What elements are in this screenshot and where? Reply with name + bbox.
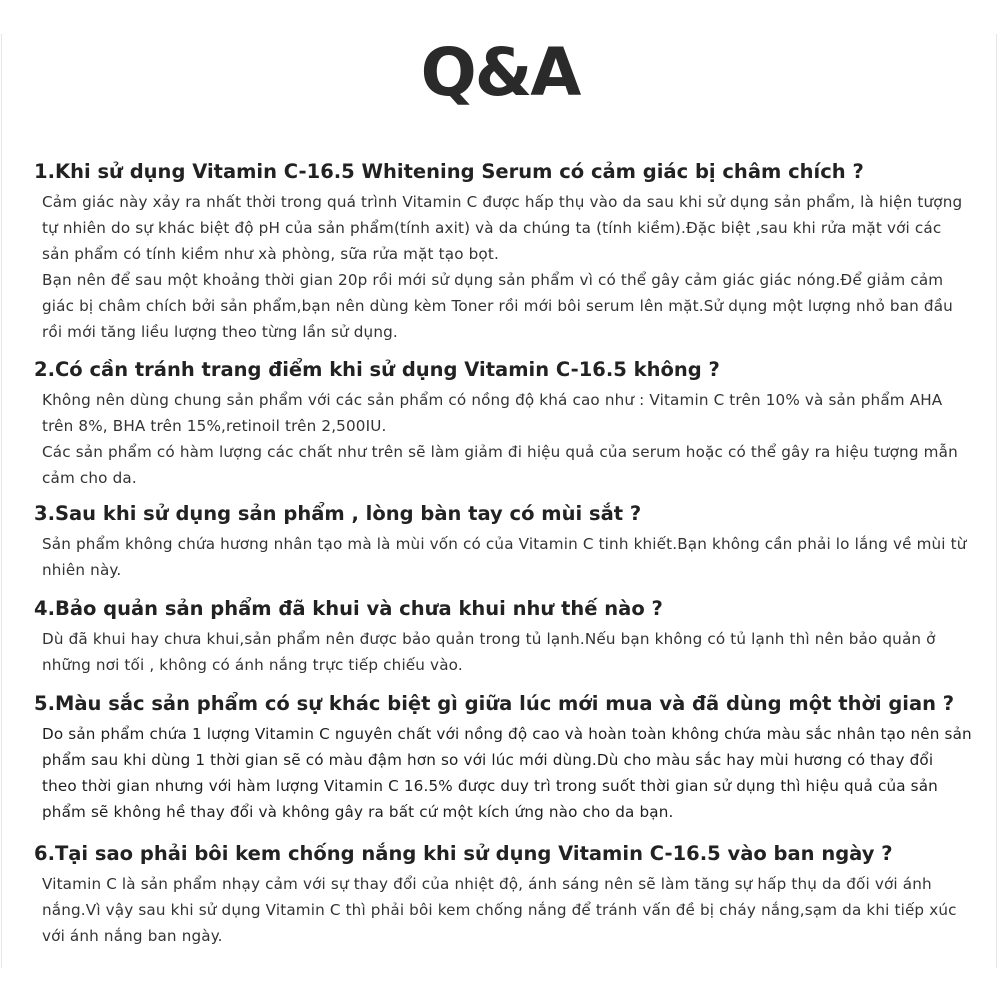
answer-3 bbox=[42, 531, 972, 583]
answer-6 bbox=[42, 871, 972, 949]
answer-1-paragraph-2: Bạn nên để sau một khoảng thời gian 20p rồi mới sử dụng sản phẩm vì có thể gây cảm giác giác nóng.Để giảm cảm giác bị châm chích bởi sản phẩm,bạn nên dùng kèm Toner rồi mới bôi serum lên mặt.Sử dụng một lượng nhỏ ban đầu rồi mới tăng liều lượng theo từng lần sử dụng. bbox=[42, 271, 953, 341]
answer-4 bbox=[42, 626, 972, 678]
qa-item-4 bbox=[34, 596, 974, 678]
answer-4-paragraph-1: Dù đã khui hay chưa khui,sản phẩm nên được bảo quản trong tủ lạnh.Nếu bạn không có tủ lạnh thì nên bảo quản ở những nơi tối , không có ánh nắng trực tiếp chiếu vào. bbox=[42, 630, 936, 674]
answer-2-paragraph-1: Không nên dùng chung sản phẩm với các sản phẩm có nồng độ khá cao như : Vitamin C trên 10% và sản phẩm AHA trên 8%, BHA trên 15%,retinoil trên 2,500IU. bbox=[42, 391, 943, 435]
question-4: 4.Bảo quản sản phẩm đã khui và chưa khui như thế nào ? bbox=[34, 597, 663, 620]
qa-item-1 bbox=[34, 159, 974, 345]
question-6: 6.Tại sao phải bôi kem chống nắng khi sử dụng Vitamin C-16.5 vào ban ngày ? bbox=[34, 842, 893, 865]
answer-1-paragraph-1: Cảm giác này xảy ra nhất thời trong quá trình Vitamin C được hấp thụ vào da sau khi sử dụng sản phẩm, là hiện tượng tự nhiên do sự khác biệt độ pH của sản phẩm(tính axit) và da chúng ta (tính kiềm).Đặc biệt ,sau khi rửa mặt với các sản phẩm có tính kiềm như xà phòng, sữa rửa mặt tạo bọt. bbox=[42, 193, 963, 263]
qa-item-5 bbox=[34, 691, 974, 825]
answer-2 bbox=[42, 387, 972, 491]
question-2: 2.Có cần tránh trang điểm khi sử dụng Vitamin C-16.5 không ? bbox=[34, 358, 720, 381]
answer-6-paragraph-1: Vitamin C là sản phẩm nhạy cảm với sự thay đổi của nhiệt độ, ánh sáng nên sẽ làm tăng sự hấp thụ da đối với ánh nắng.Vì vậy sau khi sử dụng Vitamin C thì phải bôi kem chống nắng để tránh vấn đề bị cháy nắng,sạm da khi tiếp xúc với ánh nắng ban ngày. bbox=[42, 875, 957, 945]
question-3: 3.Sau khi sử dụng sản phẩm , lòng bàn tay có mùi sắt ? bbox=[34, 502, 642, 525]
page-title: Q&A bbox=[420, 34, 580, 111]
qa-item-2 bbox=[34, 357, 974, 491]
answer-3-paragraph-1: Sản phẩm không chứa hương nhân tạo mà là mùi vốn có của Vitamin C tinh khiết.Bạn không cần phải lo lắng về mùi từ nhiên này. bbox=[42, 535, 967, 579]
answer-5-paragraph-1: Do sản phẩm chứa 1 lượng Vitamin C nguyên chất với nồng độ cao và hoàn toàn không chứa màu sắc nhân tạo nên sản phẩm sau khi dùng 1 thời gian sẽ có màu đậm hơn so với lúc mới dùng.Dù cho màu sắc hay mùi hương có thay đổi theo thời gian nhưng với hàm lượng Vitamin C 16.5% được duy trì trong suốt thời gian sử dụng thì hiệu quả của sản phẩm sẽ không hề thay đổi và không gây ra bất cứ một kích ứng nào cho da bạn. bbox=[42, 725, 972, 821]
answer-2-paragraph-2: Các sản phẩm có hàm lượng các chất như trên sẽ làm giảm đi hiệu quả của serum hoặc có thể gây ra hiệu tượng mẫn cảm cho da. bbox=[42, 443, 958, 487]
qa-item-6 bbox=[34, 841, 974, 949]
question-1: 1.Khi sử dụng Vitamin C-16.5 Whitening Serum có cảm giác bị châm chích ? bbox=[34, 160, 864, 183]
question-5: 5.Màu sắc sản phẩm có sự khác biệt gì giữa lúc mới mua và đã dùng một thời gian ? bbox=[34, 692, 955, 715]
answer-5 bbox=[42, 721, 972, 825]
answer-1 bbox=[42, 189, 972, 345]
qa-item-3 bbox=[34, 501, 974, 583]
